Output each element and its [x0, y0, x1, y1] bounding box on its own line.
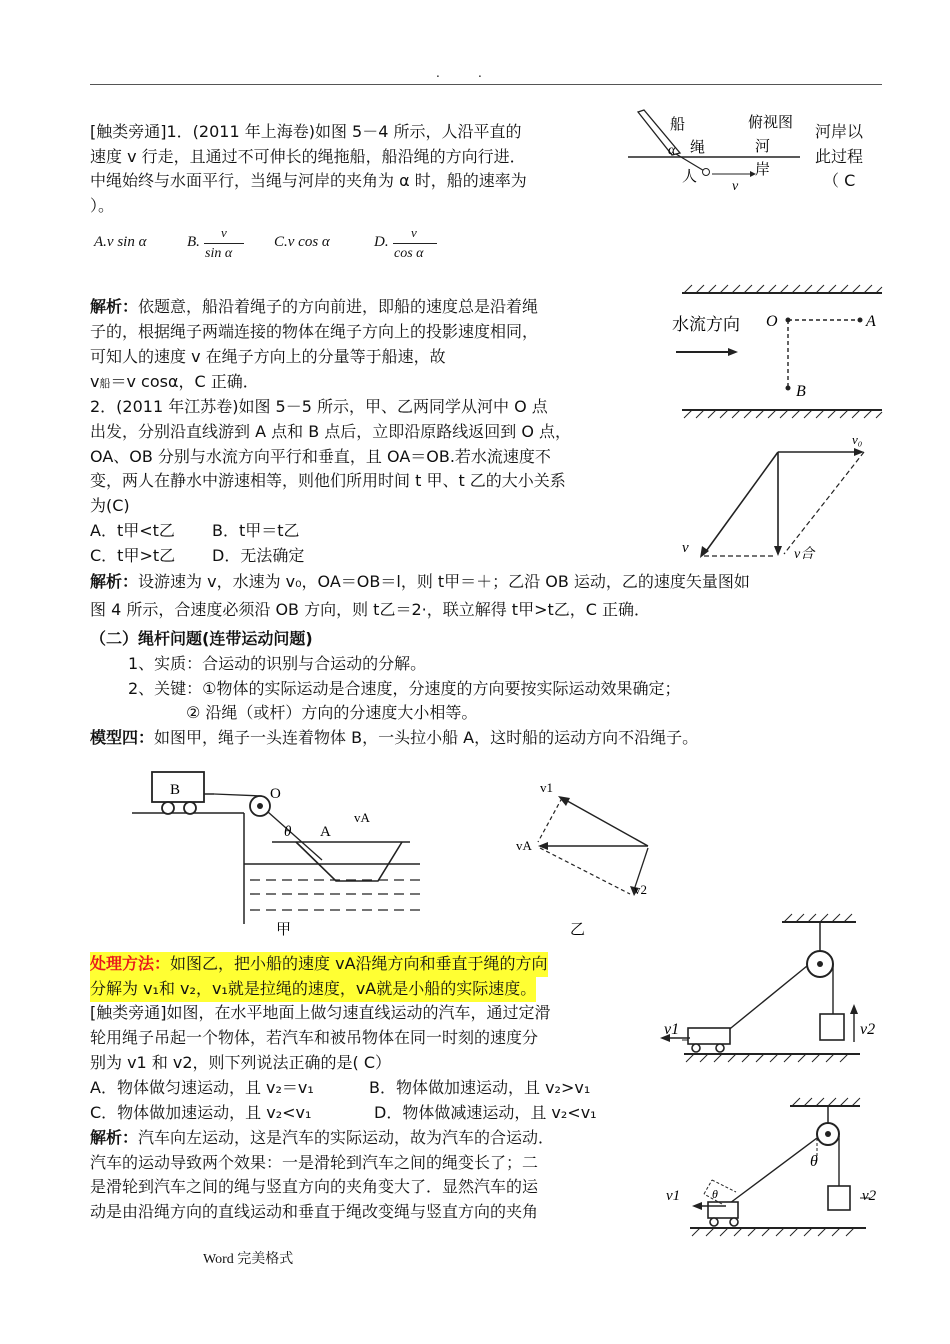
analysis3-line-1	[90, 1126, 554, 1151]
formula-sub: 船	[99, 377, 111, 390]
car2-theta: θ	[810, 1153, 818, 1170]
analysis1-text-1: 依题意，船沿着绳子的方向前进，即船的速度总是沿着绳	[138, 297, 539, 316]
analysis2-line-2: 图 4 所示，合速度必须沿 OB 方向，则 t乙＝2·，联立解得 t甲>t乙，C 正确．	[90, 600, 651, 619]
method-label: 处理方法：	[90, 954, 171, 973]
formula-v: v	[90, 372, 100, 391]
q1-option-a: A.v sin α	[94, 234, 147, 250]
river-figure	[668, 282, 888, 422]
q1-fig-river1: 河	[755, 139, 771, 155]
q3-line-1: [触类旁通]如图，在水平地面上做匀速直线运动的汽车，通过定滑	[90, 1003, 551, 1022]
analysis1-line-1	[90, 295, 538, 320]
model-vA2: vA	[516, 838, 532, 853]
q1-line-2: 速度 v 行走，且通过不可伸长的绳拖船，船沿绳的方向行进．	[90, 147, 526, 166]
model-v2: v2	[634, 882, 647, 897]
point-O: O	[766, 313, 778, 330]
q1-option-b-bar	[204, 243, 244, 244]
analysis2-label: 解析：	[90, 572, 139, 591]
car-figure-2	[660, 1094, 890, 1254]
model-jia: 甲	[276, 922, 292, 938]
model-figure-jia	[130, 764, 430, 940]
model-figure-yi	[508, 776, 678, 940]
car1-v1: v1	[664, 1021, 680, 1038]
model-text: 如图甲，绳子一头连着物体 B，一头拉小船 A，这时船的运动方向不沿绳子。	[154, 728, 699, 747]
formula-rest: ＝v cosα，C 正确．	[110, 372, 259, 391]
q2-option-d: D．无法确定	[212, 546, 305, 565]
q1-right-1: 河岸以	[815, 122, 864, 141]
q1-line-1: [触类旁通]1．(2011 年上海卷)如图 5－4 所示，人沿平直的	[90, 122, 522, 141]
analysis2-text-1: 设游速为 v，水速为 v₀，OA＝OB＝l，则 t甲＝＋；乙沿 OB 运动，乙的速度矢量图如	[138, 572, 750, 591]
model-v1: v1	[540, 780, 553, 795]
method-line-1	[90, 952, 548, 977]
vec-v: v	[682, 540, 689, 556]
q2-line-1: 2．(2011 年江苏卷)如图 5－5 所示，甲、乙两同学从河中 O 点	[90, 397, 548, 416]
q1-option-d-bar	[393, 243, 437, 244]
q3-line-2: 轮用绳子吊起一个物体，若汽车和被吊物体在同一时刻的速度分	[90, 1028, 539, 1047]
q1-option-d-den: cos α	[394, 246, 424, 261]
analysis1-line-3: 可知人的速度 v 在绳子方向上的分量等于船速，故	[90, 347, 446, 366]
model-line	[90, 726, 698, 751]
section-p1: 1、实质：合运动的识别与合运动的分解。	[128, 654, 427, 673]
q1-fig-view: 俯视图	[748, 115, 794, 131]
q1-figure	[622, 106, 812, 198]
footer: Word 完美格式	[203, 1252, 294, 1267]
car2-v2: v2	[862, 1188, 877, 1204]
model-theta: θ	[284, 824, 292, 840]
q1-option-b-num: v	[221, 225, 227, 240]
analysis3-line-2: 汽车的运动导致两个效果：一是滑轮到汽车之间的绳变长了；二	[90, 1153, 539, 1172]
method-line-2: 分解为 v₁和 v₂，v₁就是拉绳的速度，vA就是小船的实际速度。	[90, 977, 536, 1002]
header-dots: . .	[436, 66, 482, 80]
q2-line-4: 变，两人在静水中游速相等，则他们所用时间 t 甲、t 乙的大小关系	[90, 471, 566, 490]
q1-fig-v: v	[732, 179, 739, 194]
q1-right-3: （ C	[823, 171, 856, 190]
model-vA: vA	[354, 810, 370, 825]
vector-figure	[674, 430, 874, 570]
q1-fig-river2: 岸	[755, 162, 771, 178]
header-rule	[90, 84, 882, 85]
q1-fig-alpha: α	[668, 143, 676, 158]
q1-option-b-prefix: B.	[187, 234, 200, 250]
point-B: B	[796, 383, 806, 400]
q3-line-3: 别为 v1 和 v2，则下列说法正确的是( C）	[90, 1053, 392, 1072]
analysis3-line-3: 是滑轮到汽车之间的绳与竖直方向的夹角变大了．显然汽车的运	[90, 1177, 539, 1196]
section-p2: 2、关键：①物体的实际运动是合速度，分速度的方向要按实际运动效果确定；	[128, 679, 681, 698]
car2-v1: v1	[666, 1188, 681, 1204]
q1-fig-boat: 船	[670, 117, 686, 133]
analysis3-line-4: 动是由沿绳方向的直线运动和垂直于绳改变绳与竖直方向的夹角	[90, 1202, 539, 1221]
vec-v0: v₀	[852, 432, 863, 447]
car-figure-1	[660, 910, 890, 1074]
analysis2-line-1	[90, 570, 750, 595]
q3-option-d: D．物体做减速运动，且 v₂<v₁	[374, 1103, 597, 1122]
model-B: B	[170, 782, 181, 798]
car2-theta-small: θ	[712, 1187, 718, 1201]
q3-option-a: A．物体做匀速运动，且 v₂＝v₁	[90, 1078, 314, 1097]
analysis1-label: 解析：	[90, 297, 139, 316]
model-O: O	[270, 786, 281, 802]
q2-line-3: OA、OB 分别与水流方向平行和垂直，且 OA＝OB.若水流速度不	[90, 447, 551, 466]
model-yi: 乙	[570, 922, 586, 938]
q1-right-2: 此过程	[815, 147, 864, 166]
q2-line-5: 为(C)	[90, 496, 130, 515]
q3-option-c: C．物体做加速运动，且 v₂<v₁	[90, 1103, 312, 1122]
model-label: 模型四：	[90, 728, 155, 747]
analysis1-line-2: 子的，根据绳子两端连接的物体在绳子方向上的投影速度相同，	[90, 322, 539, 341]
q2-option-a: A．t甲<t乙	[90, 521, 175, 540]
q3-option-b: B．物体做加速运动，且 v₂>v₁	[369, 1078, 591, 1097]
q1-line-4: ）。	[90, 196, 115, 215]
vec-vhe: v合	[794, 547, 815, 562]
point-A: A	[866, 313, 876, 330]
q1-option-c: C.v cos α	[274, 234, 330, 250]
q1-option-d-prefix: D.	[374, 234, 389, 250]
q1-option-b-den: sin α	[205, 246, 233, 261]
q2-line-2: 出发，分别沿直线游到 A 点和 B 点后，立即沿原路线返回到 O 点，	[90, 422, 572, 441]
analysis3-label: 解析：	[90, 1128, 139, 1147]
q1-line-3: 中绳始终与水面平行，当绳与河岸的夹角为 α 时，船的速率为	[90, 171, 527, 190]
method-text-1: 如图乙，把小船的速度 vA沿绳方向和垂直于绳的方向	[170, 954, 548, 973]
q2-option-b: B．t甲＝t乙	[212, 521, 300, 540]
q1-fig-person: 人	[682, 169, 698, 185]
q2-option-c: C．t甲>t乙	[90, 546, 176, 565]
car1-v2: v2	[860, 1021, 876, 1038]
q1-option-d-num: v	[411, 225, 417, 240]
section-title: （二）绳杆问题(连带运动问题)	[90, 629, 313, 648]
flow-label: 水流方向	[672, 315, 740, 334]
q1-fig-rope: 绳	[690, 140, 706, 156]
analysis1-formula	[90, 370, 259, 397]
analysis3-text-1: 汽车向左运动，这是汽车的实际运动，故为汽车的合运动．	[138, 1128, 555, 1147]
model-A: A	[320, 824, 331, 840]
section-p3: ② 沿绳（或杆）方向的分速度大小相等。	[186, 703, 478, 722]
